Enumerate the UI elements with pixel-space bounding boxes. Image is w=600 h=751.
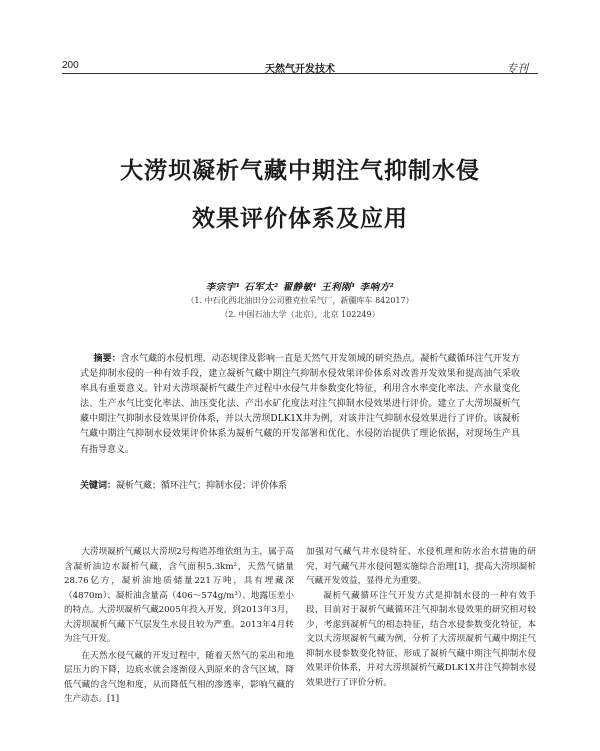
title-line-2: 效果评价体系及应用 [192,206,408,232]
title-line-1: 大涝坝凝析气藏中期注气抑制水侵 [120,158,480,184]
column-label: 专刊 [506,62,528,75]
journal-name: 天然气开发技术 [265,64,335,75]
body-right-column [306,545,536,690]
keywords-text: 凝析气藏；循环注气；抑制水侵；评价体系 [116,481,288,491]
header-rule [62,73,538,74]
affiliation-1: （1. 中石化西北油田分公司雅克拉采气厂，新疆库车 842017） [186,296,414,305]
abstract-label: 摘要： [93,354,121,364]
keywords-label: 关键词： [80,481,117,491]
body-paragraph: 大涝坝凝析气藏以大涝坝2号构造苏维依组为主，属于高含凝析油边水凝析气藏，含气面积5.3km²，天然气储量28.76亿方，凝析油地质储量221万吨，具有埋藏深（4870m）、凝析油含量高（406～574g/m³）、地露压差小的特点。大涝坝凝析气藏2005年投入开发，到2013年3月，大涝坝凝析气藏下气层发生水侵且较为严重。2013年4月转为注气开发。 [64,547,294,644]
body-paragraph: 加强对气藏气井水侵特征、水侵机理和防水治水措施的研究，对气藏气井水侵问题实施综合治理[1]，提高大涝坝凝析气藏开发效益，显得尤为重要。 [306,547,536,586]
keywords [80,478,520,491]
abstract-text: 含水气藏的水侵机理、动态规律及影响一直是天然气开发领域的研究热点。凝析气藏循环注气开发方式是抑制水侵的一种有效手段，建立凝析气藏中期注气抑制水侵效果评价体系对改善开发效果和提高油气采收率具有重要意义。针对大涝坝凝析气藏生产过程中水侵气井参数变化特征，利用含水率变化率法、产水量变化法、生产水气比变化率法、油压变化法、产出水矿化度法对注气抑制水侵效果进行评价。建立了大涝坝凝析气藏中期注气抑制水侵效果评价体系，并以大涝坝DLK1X井为例，对该井注气抑制水侵效果进行了评价。该凝析气藏中期注气抑制水侵效果评价体系为凝析气藏的开发部署和优化、水侵防治提供了理论依据，对现场生产具有指导意义。 [80,354,520,455]
body-paragraph: 在天然水侵气藏的开发过程中，随着天然气的采出和地层压力的下降，边底水就会逐渐侵入到原来的含气区域，降低气藏的含气饱和度，从而降低气相的渗透率，影响气藏的生产动态。[1] [64,650,294,704]
author-list: 李宗宇¹ 石军太² 翟静敏¹ 王利刚¹ 李响方² [205,282,395,293]
page-number: 200 [62,60,79,71]
body-left-column [64,545,294,707]
affiliation-2: （2. 中国石油大学（北京），北京 102249） [220,310,380,319]
body-paragraph: 凝析气藏循环注气开发方式是抑制水侵的一种有效手段，目前对于凝析气藏循环注气抑制水侵效果的研究相对较少，考虑到凝析气的相态特征，结合水侵参数变化特征，本文以大涝坝凝析气藏为例，分析了大涝坝凝析气藏中期注气抑制水侵参数变化特征，形成了凝析气藏中期注气抑制水侵效果评价体系，并对大涝坝凝析气藏DLK1X井注气抑制水侵效果进行了评价分析。 [306,590,536,688]
abstract [80,352,520,458]
